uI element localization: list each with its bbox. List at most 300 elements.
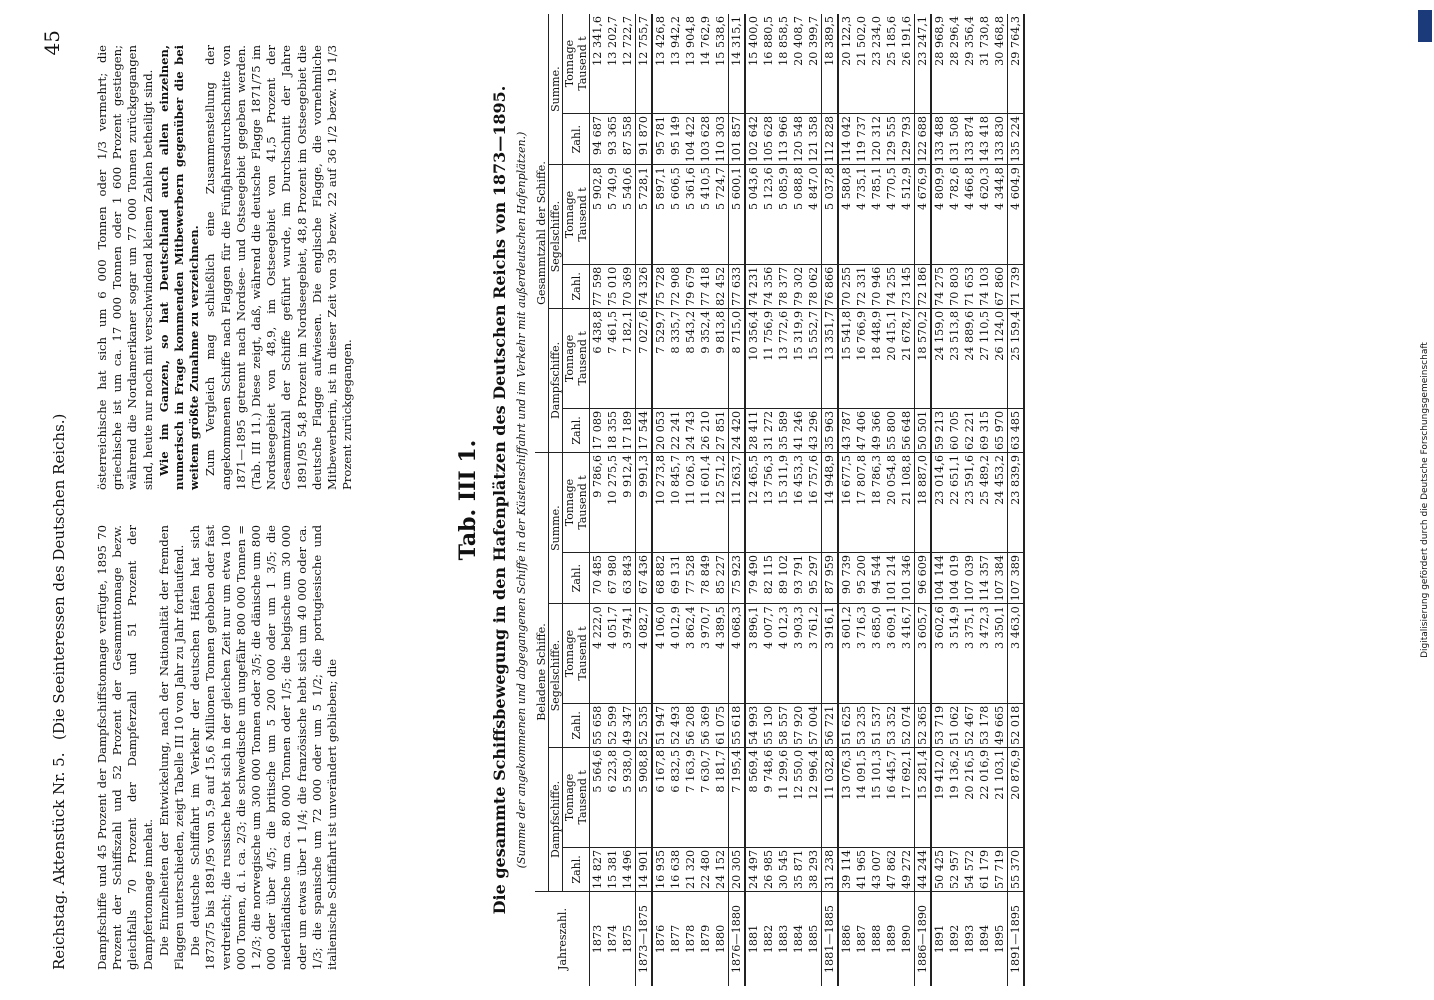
year-cell: 1878 xyxy=(684,924,697,954)
value-cell: 5 088,8 xyxy=(791,165,806,265)
value-cell: 13 426,8 xyxy=(652,14,668,113)
value-cell: 95 781 xyxy=(652,113,668,164)
value-cell: 5 600,1 xyxy=(729,165,746,265)
value-cell: 6 167,8 xyxy=(652,747,668,847)
value-cell: 20 399,7 xyxy=(806,14,822,113)
paragraph: Dampfschiffe und 45 Prozent der Dampfschiffstonnage verfügte, 1895 70 Prozent der Schiffszahl und 52 Prozent der Gesammttonnage bezw. gleichfalls 70 Prozent der Dampferzahl und 51 Prozent der Dampfertonnage innehat. xyxy=(95,525,155,970)
value-cell: 12 755,7 xyxy=(636,14,653,113)
value-cell: 7 027,6 xyxy=(636,308,653,408)
value-cell: 3 903,3 xyxy=(791,604,806,704)
year-cell: 1895 xyxy=(993,924,1006,954)
value-cell: 16 757,6 xyxy=(806,453,822,553)
value-cell: 15 400,0 xyxy=(745,14,761,113)
header-left: Reichstag. Aktenstück Nr. 5. xyxy=(50,752,68,970)
value-cell: 114 042 xyxy=(838,113,854,164)
value-cell: 10 275,5 xyxy=(605,453,620,553)
value-cell: 26 191,6 xyxy=(899,14,915,113)
value-cell: 63 485 xyxy=(1008,408,1025,452)
value-cell: 56 648 xyxy=(899,408,915,452)
value-cell: 19 412,0 xyxy=(931,747,947,847)
value-cell: 67 980 xyxy=(605,552,620,603)
value-cell: 49 665 xyxy=(992,703,1008,747)
value-cell: 41 965 xyxy=(854,847,869,891)
value-cell: 29 764,3 xyxy=(1008,14,1025,113)
value-cell: 90 739 xyxy=(838,552,854,603)
value-cell: 4 051,7 xyxy=(605,604,620,704)
value-cell: 4 082,7 xyxy=(636,604,653,704)
value-cell: 24 743 xyxy=(683,408,698,452)
value-cell: 24 159,0 xyxy=(931,308,947,408)
value-cell: 11 601,4 xyxy=(698,453,713,553)
paragraph: österreichische hat sich um 6 000 Tonnen oder 1/3 vermehrt; die griechische ist um ca. 17 000 Tonnen oder 1 600 Prozent gestiegen; während die Nordamerikaner sogar um 77 000 Tonnen zurückgegangen sind, heute nur noch mit verschwindend kleinen Zahlen betheiligt sind. xyxy=(95,45,155,490)
value-cell: 50 501 xyxy=(915,408,932,452)
value-cell: 120 548 xyxy=(791,113,806,164)
value-cell: 4 222,0 xyxy=(590,604,606,704)
value-cell: 14 496 xyxy=(620,847,636,891)
year-cell: 1894 xyxy=(978,924,991,954)
value-cell: 69 315 xyxy=(977,408,992,452)
value-cell: 12 571,2 xyxy=(713,453,729,553)
value-cell: 8 335,7 xyxy=(668,308,683,408)
value-cell: 70 803 xyxy=(947,264,962,308)
table-row xyxy=(806,14,822,986)
value-cell: 79 302 xyxy=(791,264,806,308)
year-cell: 1884 xyxy=(792,924,805,954)
value-cell: 55 658 xyxy=(590,703,606,747)
value-cell: 70 485 xyxy=(590,552,606,603)
table-row xyxy=(838,14,854,986)
value-cell: 4 620,3 xyxy=(977,165,992,265)
value-cell: 3 601,2 xyxy=(838,604,854,704)
value-cell: 74 275 xyxy=(931,264,947,308)
value-cell: 121 358 xyxy=(806,113,822,164)
value-cell: 20 305 xyxy=(729,847,746,891)
digitization-note-text: Digitalisierung gefördert durch die Deutsche Forschungsgemeinschaft xyxy=(1420,342,1430,658)
value-cell: 105 628 xyxy=(761,113,776,164)
value-cell: 74 326 xyxy=(636,264,653,308)
value-cell: 14 948,9 xyxy=(822,453,839,553)
value-cell: 20 053 xyxy=(652,408,668,452)
table-row xyxy=(745,14,761,986)
value-cell: 4 735,1 xyxy=(854,165,869,265)
value-cell: 113 966 xyxy=(776,113,791,164)
year-cell: 1876 xyxy=(654,924,667,954)
value-cell: 24 420 xyxy=(729,408,746,452)
value-cell: 14 091,5 xyxy=(854,747,869,847)
value-cell: 18 786,3 xyxy=(869,453,884,553)
value-cell: 102 642 xyxy=(745,113,761,164)
value-cell: 62 221 xyxy=(962,408,977,452)
value-cell: 5 740,9 xyxy=(605,165,620,265)
value-cell: 12 341,6 xyxy=(590,14,606,113)
value-cell: 93 365 xyxy=(605,113,620,164)
value-cell: 20 408,7 xyxy=(791,14,806,113)
value-cell: 15 311,9 xyxy=(776,453,791,553)
year-cell: 1875 xyxy=(621,924,634,954)
value-cell: 15 538,6 xyxy=(713,14,729,113)
value-cell: 41 246 xyxy=(791,408,806,452)
value-cell: 9 813,8 xyxy=(713,308,729,408)
table-row xyxy=(590,14,606,986)
value-cell: 55 618 xyxy=(729,703,746,747)
value-cell: 5 728,1 xyxy=(636,165,653,265)
value-cell: 47 406 xyxy=(854,408,869,452)
value-cell: 26 985 xyxy=(761,847,776,891)
value-cell: 3 974,1 xyxy=(620,604,636,704)
value-cell: 35 963 xyxy=(822,408,839,452)
value-cell: 51 537 xyxy=(869,703,884,747)
value-cell: 4 466,8 xyxy=(962,165,977,265)
value-cell: 50 425 xyxy=(931,847,947,891)
value-cell: 11 263,7 xyxy=(729,453,746,553)
value-cell: 103 628 xyxy=(698,113,713,164)
value-cell: 91 870 xyxy=(636,113,653,164)
value-cell: 51 062 xyxy=(947,703,962,747)
value-cell: 5 361,6 xyxy=(683,165,698,265)
value-cell: 3 970,7 xyxy=(698,604,713,704)
value-cell: 22 480 xyxy=(698,847,713,891)
value-cell: 44 244 xyxy=(915,847,932,891)
value-cell: 4 389,5 xyxy=(713,604,729,704)
year-cell: 1888 xyxy=(870,924,883,954)
value-cell: 56 721 xyxy=(822,703,839,747)
value-cell: 79 490 xyxy=(745,552,761,603)
value-cell: 30 545 xyxy=(776,847,791,891)
value-cell: 87 959 xyxy=(822,552,839,603)
value-cell: 4 604,9 xyxy=(1008,165,1025,265)
table-row xyxy=(791,14,806,986)
value-cell: 13 351,7 xyxy=(822,308,839,408)
value-cell: 21 502,0 xyxy=(854,14,869,113)
value-cell: 3 916,1 xyxy=(822,604,839,704)
summary-row xyxy=(729,14,746,986)
value-cell: 7 630,7 xyxy=(698,747,713,847)
value-cell: 89 102 xyxy=(776,552,791,603)
value-cell: 49 347 xyxy=(620,703,636,747)
value-cell: 31 238 xyxy=(822,847,839,891)
value-cell: 27 851 xyxy=(713,408,729,452)
value-cell: 4 809,9 xyxy=(931,165,947,265)
value-cell: 14 901 xyxy=(636,847,653,891)
value-cell: 82 115 xyxy=(761,552,776,603)
value-cell: 15 281,4 xyxy=(915,747,932,847)
value-cell: 3 416,7 xyxy=(899,604,915,704)
value-cell: 43 007 xyxy=(869,847,884,891)
value-cell: 18 389,5 xyxy=(822,14,839,113)
value-cell: 4 007,7 xyxy=(761,604,776,704)
digitization-note xyxy=(1418,10,1432,990)
value-cell: 3 605,7 xyxy=(915,604,932,704)
value-cell: 52 535 xyxy=(636,703,653,747)
paragraph: Die Einzelheiten der Entwickelung, nach der Nationalität der fremden Flaggen unterschieden, zeigt Tabelle III 10 von Jahr zu Jahr fortlaufend. xyxy=(156,525,187,970)
value-cell: 104 019 xyxy=(947,552,962,603)
value-cell: 4 847,0 xyxy=(806,165,822,265)
tonnage-header: Tonnage Tausend t xyxy=(563,604,590,704)
value-cell: 14 827 xyxy=(590,847,606,891)
value-cell: 35 871 xyxy=(791,847,806,891)
value-cell: 49 272 xyxy=(899,847,915,891)
value-cell: 4 012,3 xyxy=(776,604,791,704)
table-row xyxy=(761,14,776,986)
value-cell: 72 331 xyxy=(854,264,869,308)
count-header: Zahl. xyxy=(563,552,590,603)
value-cell: 20 054,8 xyxy=(884,453,899,553)
year-cell: 1880 xyxy=(714,924,727,954)
value-cell: 54 993 xyxy=(745,703,761,747)
table-row xyxy=(977,14,992,986)
value-cell: 4 676,9 xyxy=(915,165,932,265)
value-cell: 28 968,9 xyxy=(931,14,947,113)
value-cell: 21 320 xyxy=(683,847,698,891)
value-cell: 78 849 xyxy=(698,552,713,603)
value-cell: 13 942,2 xyxy=(668,14,683,113)
value-cell: 77 528 xyxy=(683,552,698,603)
value-cell: 3 761,2 xyxy=(806,604,822,704)
value-cell: 16 766,9 xyxy=(854,308,869,408)
table-row xyxy=(698,14,713,986)
year-cell: 1873—1875 xyxy=(636,892,653,987)
summary-row xyxy=(822,14,839,986)
value-cell: 47 862 xyxy=(884,847,899,891)
value-cell: 72 908 xyxy=(668,264,683,308)
value-cell: 20 415,1 xyxy=(884,308,899,408)
value-cell: 10 356,4 xyxy=(745,308,761,408)
year-cell: 1889 xyxy=(885,924,898,954)
value-cell: 3 350,1 xyxy=(992,604,1008,704)
value-cell: 4 512,9 xyxy=(899,165,915,265)
value-cell: 51 947 xyxy=(652,703,668,747)
value-cell: 49 366 xyxy=(869,408,884,452)
group-total-header: Gesammtzahl der Schiffe. xyxy=(535,14,549,453)
year-cell: 1882 xyxy=(762,924,775,954)
value-cell: 14 315,1 xyxy=(729,14,746,113)
value-cell: 28 411 xyxy=(745,408,761,452)
value-cell: 58 557 xyxy=(776,703,791,747)
value-cell: 11 026,3 xyxy=(683,453,698,553)
value-cell: 9 352,4 xyxy=(698,308,713,408)
table-row xyxy=(652,14,668,986)
value-cell: 75 728 xyxy=(652,264,668,308)
value-cell: 21 678,7 xyxy=(899,308,915,408)
table-row xyxy=(605,14,620,986)
year-cell: 1893 xyxy=(963,924,976,954)
value-cell: 119 737 xyxy=(854,113,869,164)
table-row xyxy=(683,14,698,986)
value-cell: 101 346 xyxy=(899,552,915,603)
value-cell: 13 202,7 xyxy=(605,14,620,113)
value-cell: 6 438,8 xyxy=(590,308,606,408)
value-cell: 94 544 xyxy=(869,552,884,603)
value-cell: 133 488 xyxy=(931,113,947,164)
table-row xyxy=(854,14,869,986)
value-cell: 85 227 xyxy=(713,552,729,603)
table-row xyxy=(931,14,947,986)
value-cell: 28 296,4 xyxy=(947,14,962,113)
year-cell: 1873 xyxy=(591,924,604,954)
value-cell: 14 762,9 xyxy=(698,14,713,113)
value-cell: 63 843 xyxy=(620,552,636,603)
value-cell: 5 037,8 xyxy=(822,165,839,265)
value-cell: 71 653 xyxy=(962,264,977,308)
value-cell: 52 018 xyxy=(1008,703,1025,747)
value-cell: 129 793 xyxy=(899,113,915,164)
value-cell: 9 748,6 xyxy=(761,747,776,847)
value-cell: 11 756,9 xyxy=(761,308,776,408)
value-cell: 77 633 xyxy=(729,264,746,308)
value-cell: 27 110,5 xyxy=(977,308,992,408)
value-cell: 5 897,1 xyxy=(652,165,668,265)
value-cell: 9 912,4 xyxy=(620,453,636,553)
value-cell: 10 273,8 xyxy=(652,453,668,553)
value-cell: 3 685,0 xyxy=(869,604,884,704)
value-cell: 6 223,8 xyxy=(605,747,620,847)
value-cell: 35 589 xyxy=(776,408,791,452)
value-cell: 61 075 xyxy=(713,703,729,747)
value-cell: 107 389 xyxy=(1008,552,1025,603)
value-cell: 16 638 xyxy=(668,847,683,891)
value-cell: 17 807,8 xyxy=(854,453,869,553)
value-cell: 53 235 xyxy=(854,703,869,747)
value-cell: 52 467 xyxy=(962,703,977,747)
value-cell: 3 375,1 xyxy=(962,604,977,704)
value-cell: 26 210 xyxy=(698,408,713,452)
value-cell: 15 552,7 xyxy=(806,308,822,408)
year-cell: 1887 xyxy=(855,924,868,954)
value-cell: 53 719 xyxy=(931,703,947,747)
value-cell: 25 159,4 xyxy=(1008,308,1025,408)
value-cell: 82 452 xyxy=(713,264,729,308)
shipping-table xyxy=(535,14,1025,986)
table-body xyxy=(590,14,1025,986)
sub-sum-header: Summe. xyxy=(549,14,563,165)
value-cell: 12 550,0 xyxy=(791,747,806,847)
value-cell: 15 541,8 xyxy=(838,308,854,408)
year-cell: 1891—1895 xyxy=(1008,892,1025,987)
value-cell: 5 902,8 xyxy=(590,165,606,265)
value-cell: 13 904,8 xyxy=(683,14,698,113)
value-cell: 74 103 xyxy=(977,264,992,308)
value-cell: 76 866 xyxy=(822,264,839,308)
year-cell: 1879 xyxy=(699,924,712,954)
table-subheading: (Summe der angekommenen und abgegangenen Schiffe in der Küstenschiffahrt und im Verkehr mit außerdeutschen Hafenplätzen.) xyxy=(515,131,528,869)
value-cell: 53 352 xyxy=(884,703,899,747)
year-cell: 1874 xyxy=(606,924,619,954)
table-row xyxy=(992,14,1008,986)
year-cell: 1877 xyxy=(669,924,682,954)
text-column-left xyxy=(95,525,341,970)
value-cell: 65 970 xyxy=(992,408,1008,452)
tonnage-header: Tonnage Tausend t xyxy=(563,165,590,265)
value-cell: 9 991,3 xyxy=(636,453,653,553)
value-cell: 5 540,6 xyxy=(620,165,636,265)
value-cell: 18 448,9 xyxy=(869,308,884,408)
tonnage-header: Tonnage Tausend t xyxy=(563,747,590,847)
value-cell: 78 377 xyxy=(776,264,791,308)
value-cell: 4 580,8 xyxy=(838,165,854,265)
value-cell: 3 602,6 xyxy=(931,604,947,704)
value-cell: 52 493 xyxy=(668,703,683,747)
sub-steam-header: Dampfschiffe. xyxy=(549,308,563,452)
header-center: (Die Seeinteressen des Deutschen Reichs.) xyxy=(50,413,68,740)
value-cell: 39 114 xyxy=(838,847,854,891)
summary-row xyxy=(636,14,653,986)
value-cell: 122 688 xyxy=(915,113,932,164)
value-cell: 101 857 xyxy=(729,113,746,164)
value-cell: 4 770,5 xyxy=(884,165,899,265)
value-cell: 133 830 xyxy=(992,113,1008,164)
year-cell: 1886 xyxy=(840,924,853,954)
value-cell: 94 687 xyxy=(590,113,606,164)
value-cell: 16 453,3 xyxy=(791,453,806,553)
sub-sail-header: Segelschiffe. xyxy=(549,604,563,748)
running-header xyxy=(40,30,80,970)
value-cell: 38 293 xyxy=(806,847,822,891)
count-header: Zahl. xyxy=(563,847,590,891)
value-cell: 70 255 xyxy=(838,264,854,308)
year-cell: 1876—1880 xyxy=(729,892,746,987)
value-cell: 22 016,9 xyxy=(977,747,992,847)
value-cell: 5 564,6 xyxy=(590,747,606,847)
value-cell: 21 103,1 xyxy=(992,747,1008,847)
value-cell: 15 381 xyxy=(605,847,620,891)
value-cell: 114 357 xyxy=(977,552,992,603)
value-cell: 7 461,5 xyxy=(605,308,620,408)
value-cell: 26 124,0 xyxy=(992,308,1008,408)
value-cell: 143 418 xyxy=(977,113,992,164)
tonnage-header: Tonnage Tausend t xyxy=(563,453,590,553)
year-cell: 1881—1885 xyxy=(822,892,839,987)
year-cell: 1885 xyxy=(807,924,820,954)
value-cell: 67 436 xyxy=(636,552,653,603)
unit-header-row xyxy=(563,14,590,986)
value-cell: 15 319,9 xyxy=(791,308,806,408)
value-cell: 68 882 xyxy=(652,552,668,603)
year-cell: 1891 xyxy=(933,924,946,954)
value-cell: 5 908,8 xyxy=(636,747,653,847)
value-cell: 43 787 xyxy=(838,408,854,452)
year-cell: 1886—1890 xyxy=(915,892,932,987)
value-cell: 59 213 xyxy=(931,408,947,452)
value-cell: 43 296 xyxy=(806,408,822,452)
paragraph: Die deutsche Schiffahrt im Verkehr der deutschen Häfen hat sich 1873/75 bis 1891/95 von 5,9 auf 15,6 Millionen Tonnen gehoben oder fast verdreifacht; die russische hebt sich in der gleichen Zeit nur um etwa 100 000 Tonnen, d. i. ca. 2/3; die schwedische um ungefähr 800 000 Tonnen = 1 2/3; die norwegische um 300 000 Tonnen oder 3/5; die dänische um 800 000 oder über 4/5; die britische um 5 200 000 oder um 1 3/5; die niederländische um ca. 80 000 Tonnen oder 1/5; die belgische um 30 000 oder um etwas über 1 1/4; die französische hebt sich um 40 000 oder ca. 1/3; die spanische um 72 000 oder um 5 1/2; die portugiesische und italienische Schiffahrt ist unverändert geblieben; die xyxy=(188,525,340,970)
value-cell: 60 705 xyxy=(947,408,962,452)
value-cell: 96 609 xyxy=(915,552,932,603)
value-cell: 17 692,1 xyxy=(899,747,915,847)
value-cell: 55 800 xyxy=(884,408,899,452)
table-row xyxy=(869,14,884,986)
value-cell: 8 715,0 xyxy=(729,308,746,408)
table-row xyxy=(620,14,636,986)
value-cell: 23 234,0 xyxy=(869,14,884,113)
value-cell: 16 445,7 xyxy=(884,747,899,847)
count-header: Zahl. xyxy=(563,408,590,452)
value-cell: 6 832,5 xyxy=(668,747,683,847)
table-row xyxy=(713,14,729,986)
value-cell: 21 108,8 xyxy=(899,453,915,553)
sub-sum-header: Summe. xyxy=(549,453,563,604)
table-row xyxy=(899,14,915,986)
value-cell: 20 216,5 xyxy=(962,747,977,847)
value-cell: 5 085,9 xyxy=(776,165,791,265)
value-cell: 3 716,3 xyxy=(854,604,869,704)
value-cell: 23 014,6 xyxy=(931,453,947,553)
value-cell: 104 144 xyxy=(931,552,947,603)
value-cell: 53 178 xyxy=(977,703,992,747)
value-cell: 8 543,2 xyxy=(683,308,698,408)
year-cell: 1883 xyxy=(777,924,790,954)
value-cell: 3 896,1 xyxy=(745,604,761,704)
value-cell: 13 076,3 xyxy=(838,747,854,847)
